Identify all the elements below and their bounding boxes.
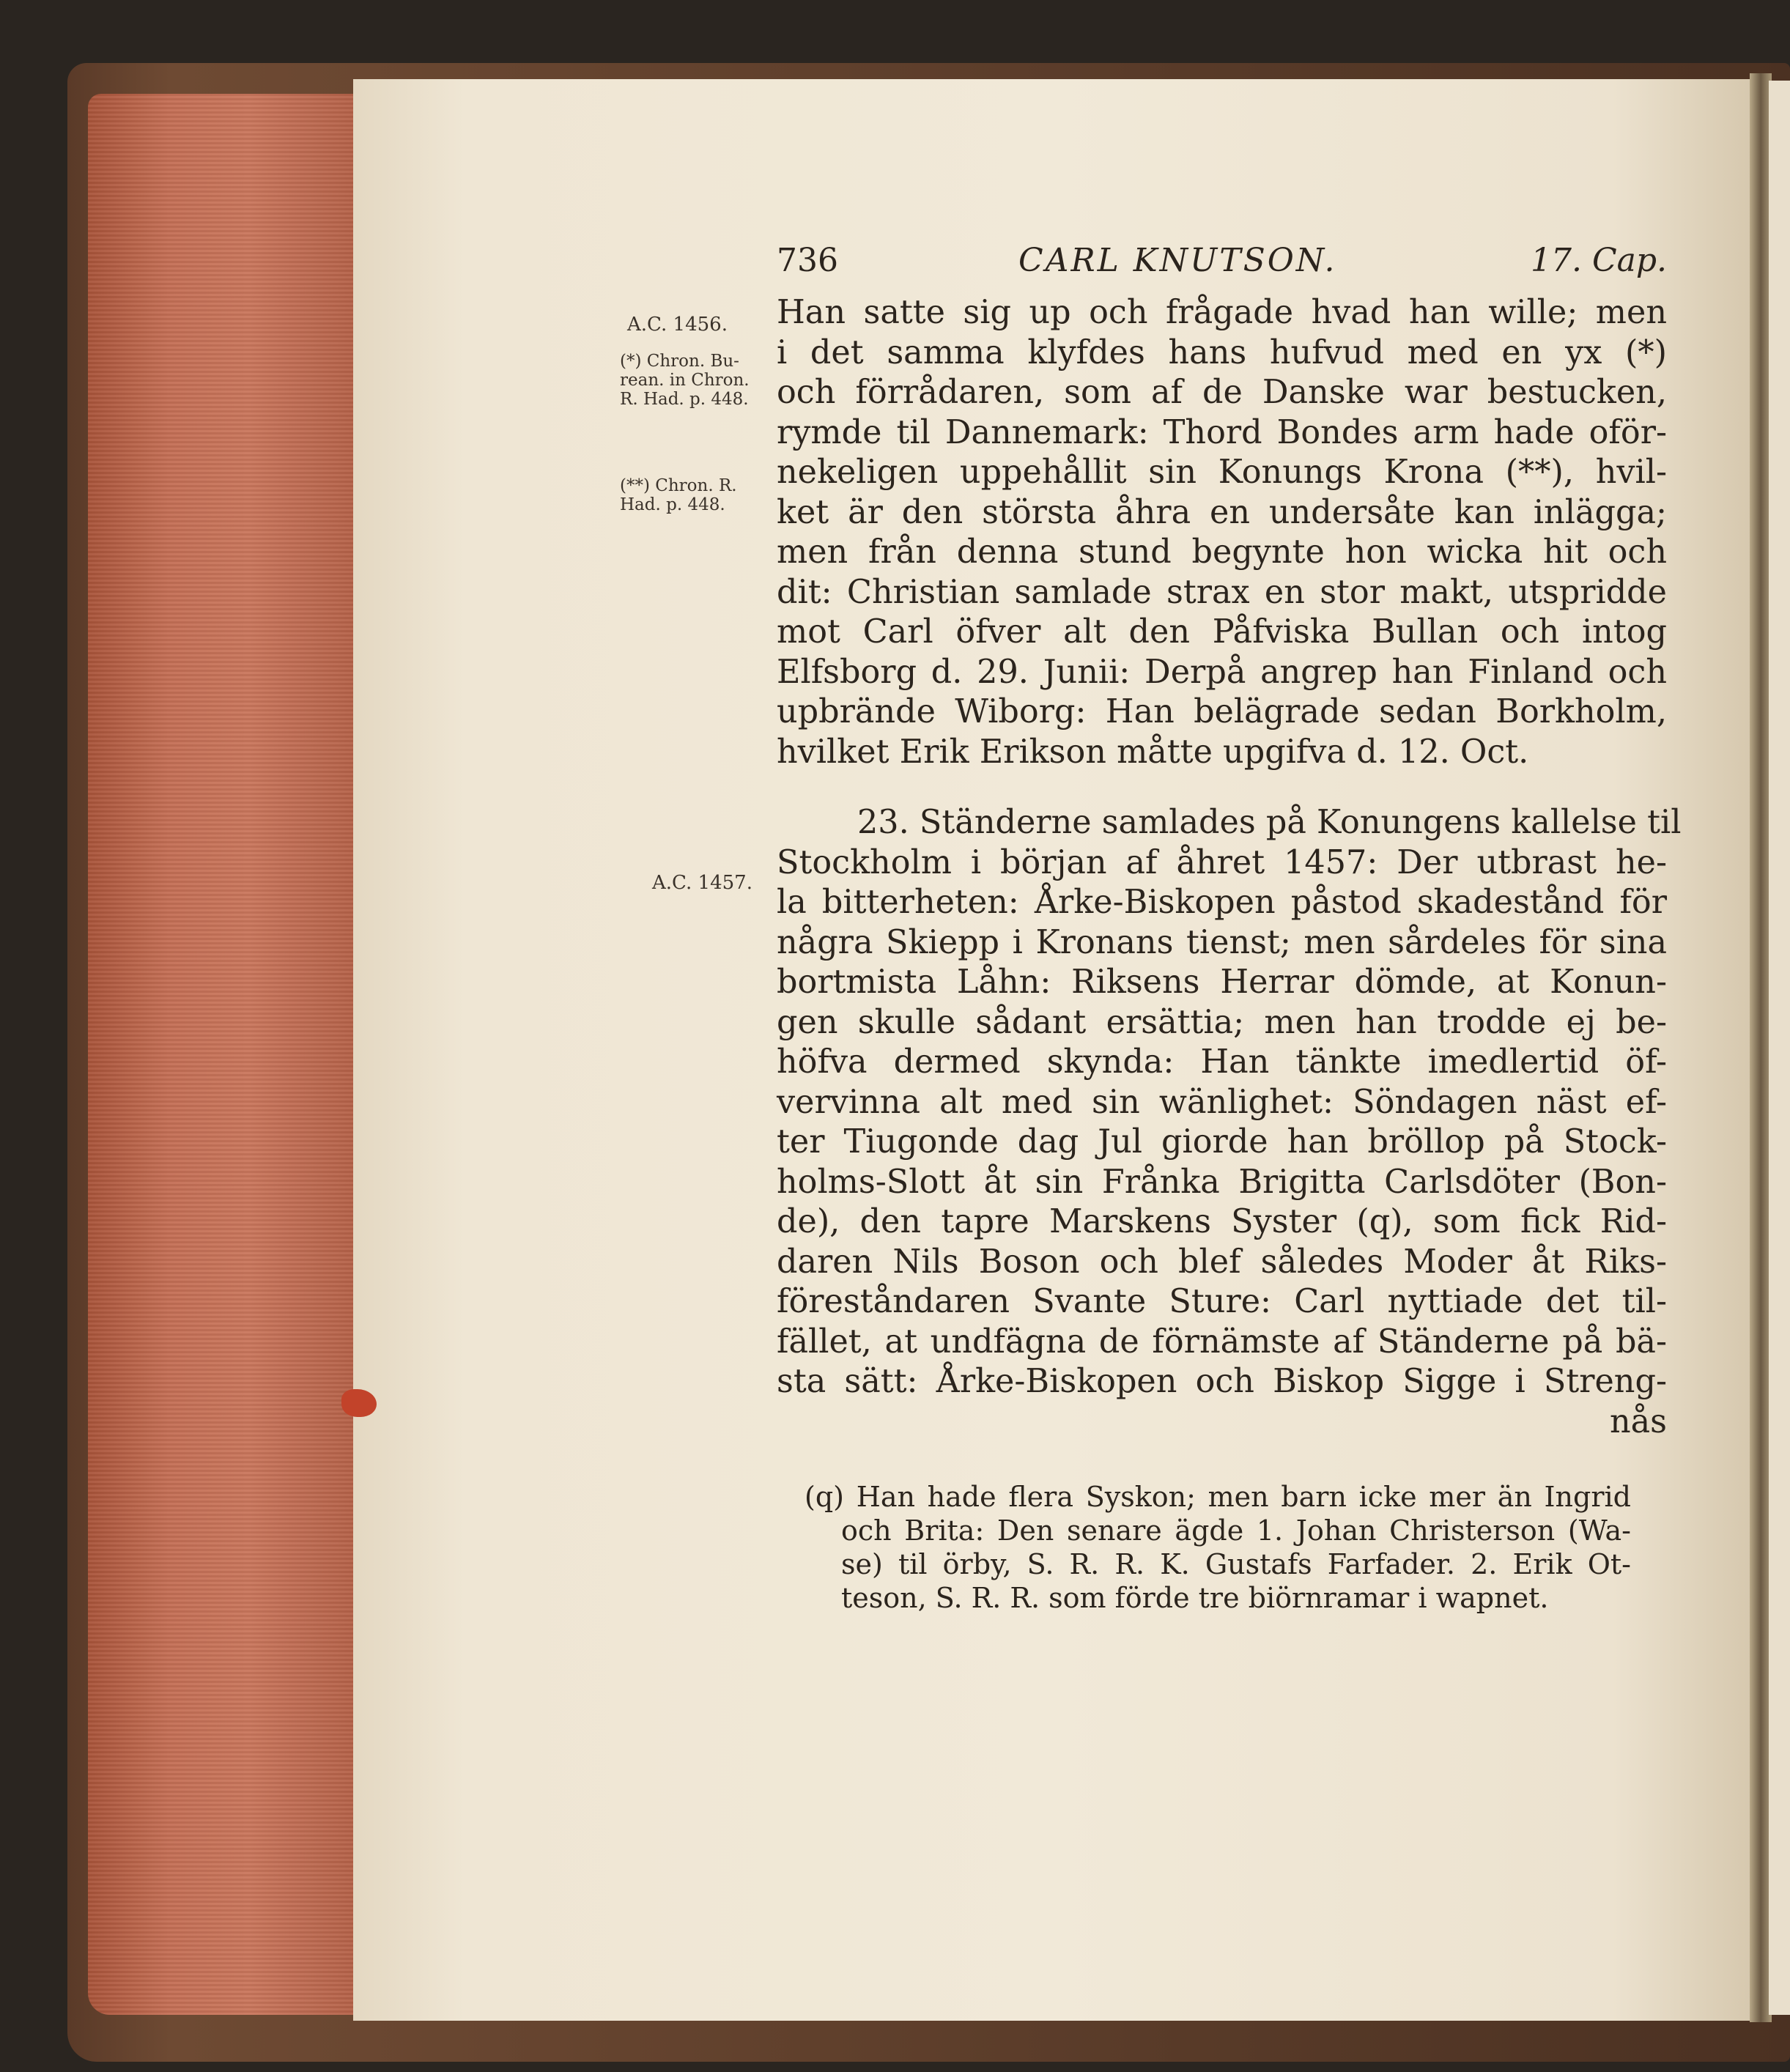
page-number: 736 bbox=[777, 242, 838, 279]
text-line: höfva dermed skynda: Han tänkte imedlertid öf- bbox=[777, 1043, 1667, 1081]
text-line: Han satte sig up och frågade hvad han wille; men bbox=[777, 294, 1667, 331]
paragraph-1 bbox=[777, 293, 1667, 772]
paragraph-2 bbox=[777, 803, 1682, 1442]
chapter-label: 17. Cap. bbox=[1530, 242, 1667, 279]
footnote bbox=[805, 1480, 1631, 1615]
red-wax-mark bbox=[341, 1389, 377, 1417]
text-line: bortmista Låhn: Riksens Herrar dömde, at Konun- bbox=[777, 963, 1667, 1001]
text-line: sta sätt: Årke-Biskopen och Biskop Sigge i Streng- bbox=[777, 1363, 1667, 1400]
margin-year-1456: A.C. 1456. bbox=[627, 314, 728, 336]
text-line: i det samma klyfdes hans hufvud med en yx (*) bbox=[777, 333, 1667, 371]
catchword: nås bbox=[1609, 1402, 1667, 1440]
running-header bbox=[777, 242, 1667, 286]
text-line: upbrände Wiborg: Han belägrade sedan Borkholm, bbox=[777, 693, 1667, 730]
text-line: men från denna stund begynte hon wicka hit och bbox=[777, 533, 1667, 571]
footnote-line: teson, S. R. R. som förde tre biörnramar i wapnet. bbox=[841, 1582, 1549, 1614]
margin-note-line: rean. in Chron. bbox=[620, 371, 750, 390]
margin-note-line: (*) Chron. Bu- bbox=[620, 352, 739, 371]
margin-note-line: (**) Chron. R. bbox=[620, 476, 737, 495]
text-line: hvilket Erik Erikson måtte upgifva d. 12. Oct. bbox=[777, 733, 1529, 771]
text-line: några Skiepp i Kronans tienst; men sårdeles för sina bbox=[777, 923, 1667, 961]
text-line: holms-Slott åt sin Frånka Brigitta Carlsdöter (Bon- bbox=[777, 1163, 1667, 1201]
main-text bbox=[777, 293, 1682, 1442]
text-line: nekeligen uppehållit sin Konungs Krona (**), hvil- bbox=[777, 454, 1667, 491]
footnote-line: och Brita: Den senare ägde 1. Johan Christerson (Wa- bbox=[841, 1514, 1631, 1547]
page-fore-edge bbox=[88, 94, 358, 2015]
text-line: Stockholm i början af åhret 1457: Der utbrast he- bbox=[777, 843, 1667, 881]
text-line: gen skulle sådant ersättia; men han trodde ej be- bbox=[777, 1003, 1667, 1041]
margin-note-chron-burean bbox=[620, 352, 750, 409]
text-line: dit: Christian samlade strax en stor makt, utspridde bbox=[777, 573, 1667, 611]
text-line: mot Carl öfver alt den Påfviska Bullan och intog bbox=[777, 613, 1667, 651]
text-line: daren Nils Boson och blef således Moder åt Riks- bbox=[777, 1243, 1667, 1281]
text-line: fället, at undfägna de förnämste af Ständerne på bä- bbox=[777, 1322, 1667, 1361]
footnote-line: se) til örby, S. R. R. K. Gustafs Farfader. 2. Erik Ot- bbox=[841, 1548, 1631, 1580]
text-line: la bitterheten: Årke-Biskopen påstod skadestånd för bbox=[777, 884, 1667, 921]
text-line: föreståndaren Svante Sture: Carl nyttiade det til- bbox=[777, 1283, 1667, 1320]
facing-page-edge bbox=[1769, 81, 1790, 2015]
text-line: de), den tapre Marskens Syster (q), som fick Rid- bbox=[777, 1203, 1667, 1240]
margin-note-line: R. Had. p. 448. bbox=[620, 390, 749, 409]
margin-year-1457: A.C. 1457. bbox=[652, 872, 752, 894]
text-line: ter Tiugonde dag Jul giorde han bröllop på Stock- bbox=[777, 1123, 1667, 1161]
margin-note-line: Had. p. 448. bbox=[620, 495, 725, 514]
footnote-line: (q) Han hade flera Syskon; men barn icke mer än Ingrid bbox=[805, 1481, 1631, 1513]
text-line: Elfsborg d. 29. Junii: Derpå angrep han Finland och bbox=[777, 653, 1667, 691]
margin-note-chron-had bbox=[620, 476, 737, 514]
text-line: rymde til Dannemark: Thord Bondes arm hade oför- bbox=[777, 413, 1667, 451]
text-line: och förrådaren, som af de Danske war bestucken, bbox=[777, 374, 1667, 411]
text-line: ket är den största åhra en undersåte kan inlägga; bbox=[777, 493, 1667, 531]
running-title: CARL KNUTSON. bbox=[1018, 242, 1337, 279]
text-line: vervinna alt med sin wänlighet: Söndagen näst ef- bbox=[777, 1083, 1667, 1121]
text-line: 23. Ständerne samlades på Konungens kallelse til bbox=[857, 804, 1682, 841]
